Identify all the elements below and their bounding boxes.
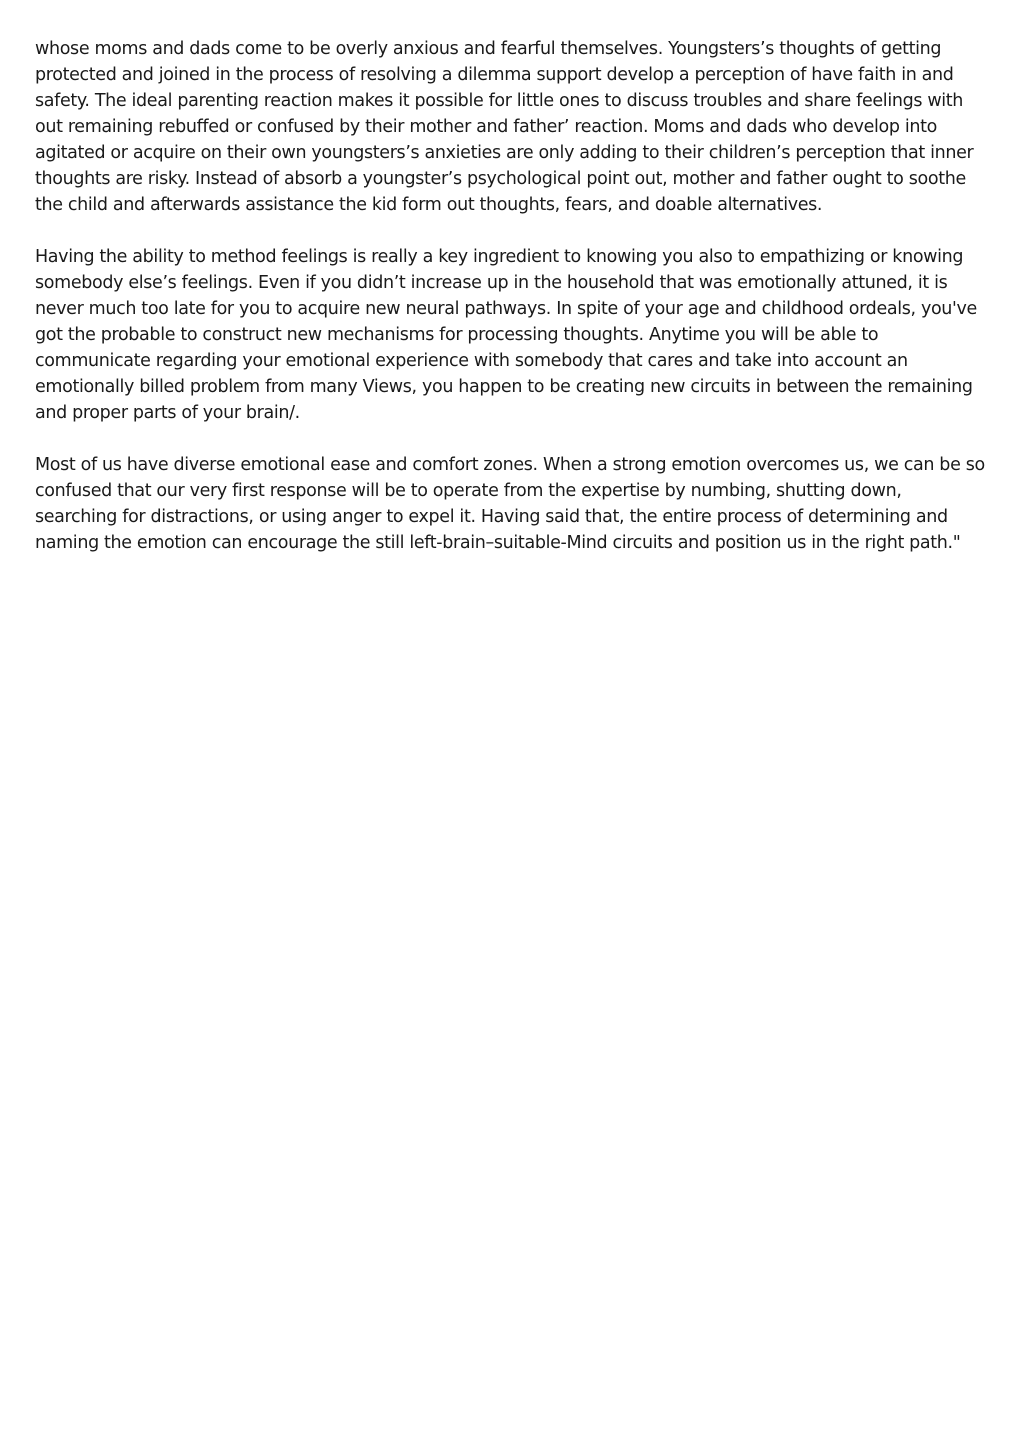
document-page: [35, 36, 987, 582]
body-paragraph-1: whose moms and dads come to be overly anxious and fearful themselves. Youngsters’s thoughts of getting protected and joined in the process of resolving a dilemma support develop a perception of have faith in and safety. The ideal parenting reaction makes it possible for little ones to discuss troubles and share feelings with out remaining rebuffed or confused by their mother and father’ reaction. Moms and dads who develop into agitated or acquire on their own youngsters’s anxieties are only adding to their children’s perception that inner thoughts are risky. Instead of absorb a youngster’s psychological point out, mother and father ought to soothe the child and afterwards assistance the kid form out thoughts, fears, and doable alternatives.: [35, 39, 974, 215]
body-paragraph-2: Having the ability to method feelings is really a key ingredient to knowing you also to empathizing or knowing somebody else’s feelings. Even if you didn’t increase up in the household that was emotionally attuned, it is never much too late for you to acquire new neural pathways. In spite of your age and childhood ordeals, you've got the probable to construct new mechanisms for processing thoughts. Anytime you will be able to communicate regarding your emotional experience with somebody that cares and take into account an emotionally billed problem from many Views, you happen to be creating new circuits in between the remaining and proper parts of your brain/.: [35, 247, 977, 423]
body-paragraph-3: Most of us have diverse emotional ease and comfort zones. When a strong emotion overcomes us, we can be so confused that our very first response will be to operate from the expertise by numbing, shutting down, searching for distractions, or using anger to expel it. Having said that, the entire process of determining and naming the emotion can encourage the still left-brain–suitable-Mind circuits and position us in the right path.": [35, 455, 985, 553]
